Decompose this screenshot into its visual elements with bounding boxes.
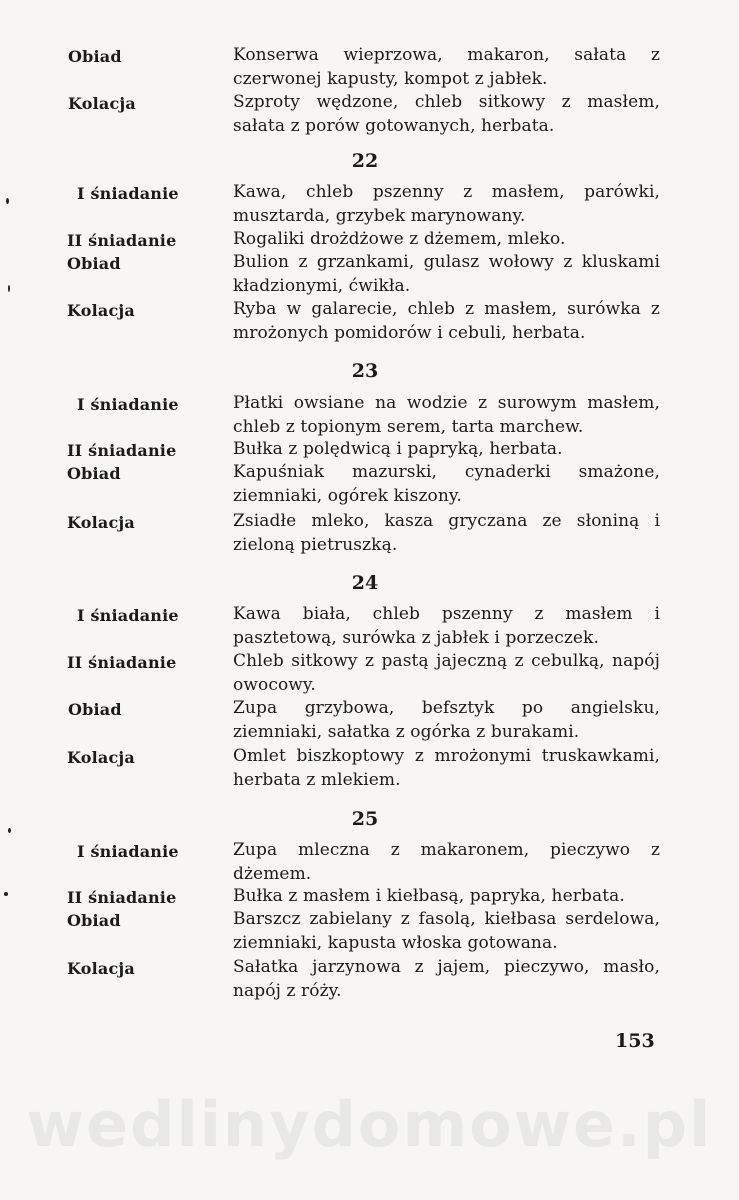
meal-description: Barszcz zabielany z fasolą, kiełbasa serdelowa, ziemniaki, kapusta włoska gotowana. — [233, 909, 660, 953]
scan-speck — [6, 198, 9, 204]
meal-description: Rogaliki drożdżowe z dżemem, mleko. — [233, 229, 566, 249]
day-number: 22 — [351, 150, 379, 172]
meal-label-ii-sniadanie: II śniadanie — [67, 888, 177, 907]
meal-description: Kawa, chleb pszenny z masłem, parówki, musztarda, grzybek marynowany. — [233, 182, 660, 226]
meal-description: Konserwa wieprzowa, makaron, sałata z czerwonej kapusty, kompot z jabłek. — [233, 45, 660, 89]
meal-description: Kapuśniak mazurski, cynaderki smażone, ziemniaki, ogórek kiszony. — [233, 462, 660, 506]
meal-label-kolacja: Kolacja — [67, 301, 135, 320]
meal-label-obiad: Obiad — [67, 254, 121, 273]
meal-description: Kawa biała, chleb pszenny z masłem i pasztetową, surówka z jabłek i porzeczek. — [233, 604, 660, 648]
meal-label-ii-sniadanie: II śniadanie — [67, 231, 177, 250]
day-number: 25 — [351, 808, 379, 830]
scan-speck — [8, 828, 11, 833]
page-number: 153 — [615, 1030, 655, 1052]
meal-label-ii-sniadanie: II śniadanie — [67, 441, 177, 460]
meal-label-kolacja: Kolacja — [67, 748, 135, 767]
meal-description: Bułka z polędwicą i papryką, herbata. — [233, 439, 563, 459]
meal-description: Ryba w galarecie, chleb z masłem, surówka z mrożonych pomidorów i cebuli, herbata. — [233, 299, 660, 343]
scan-speck — [4, 892, 8, 896]
meal-description: Bułka z masłem i kiełbasą, papryka, herbata. — [233, 886, 625, 906]
meal-label-obiad: Obiad — [68, 47, 122, 66]
meal-label-kolacja: Kolacja — [67, 513, 135, 532]
meal-label-i-sniadanie: I śniadanie — [77, 395, 179, 414]
meal-label-obiad: Obiad — [68, 700, 122, 719]
meal-label-ii-sniadanie: II śniadanie — [67, 653, 177, 672]
meal-description: Sałatka jarzynowa z jajem, pieczywo, masło, napój z róży. — [233, 957, 660, 1001]
meal-label-kolacja: Kolacja — [67, 959, 135, 978]
meal-description: Omlet biszkoptowy z mrożonymi truskawkami, herbata z mlekiem. — [233, 746, 660, 790]
meal-description: Płatki owsiane na wodzie z surowym masłem, chleb z topionym serem, tarta marchew. — [233, 393, 660, 437]
watermark: wedlinydomowe.pl — [26, 1088, 713, 1161]
meal-description: Szproty wędzone, chleb sitkowy z masłem, sałata z porów gotowanych, herbata. — [233, 92, 660, 136]
meal-description: Zupa grzybowa, befsztyk po angielsku, ziemniaki, sałatka z ogórka z burakami. — [233, 698, 660, 742]
meal-label-i-sniadanie: I śniadanie — [77, 184, 179, 203]
scan-speck — [8, 285, 10, 292]
meal-description: Zsiadłe mleko, kasza gryczana ze słoniną i zieloną pietruszką. — [233, 511, 660, 555]
day-number: 24 — [351, 572, 379, 594]
meal-label-i-sniadanie: I śniadanie — [77, 842, 179, 861]
meal-description: Chleb sitkowy z pastą jajeczną z cebulką, napój owocowy. — [233, 651, 660, 695]
meal-label-obiad: Obiad — [67, 464, 121, 483]
day-number: 23 — [351, 360, 379, 382]
meal-description: Bulion z grzankami, gulasz wołowy z kluskami kładzionymi, ćwikła. — [233, 252, 660, 296]
meal-label-i-sniadanie: I śniadanie — [77, 606, 179, 625]
meal-label-kolacja: Kolacja — [68, 94, 136, 113]
meal-description: Zupa mleczna z makaronem, pieczywo z dżemem. — [233, 840, 660, 884]
meal-label-obiad: Obiad — [67, 911, 121, 930]
